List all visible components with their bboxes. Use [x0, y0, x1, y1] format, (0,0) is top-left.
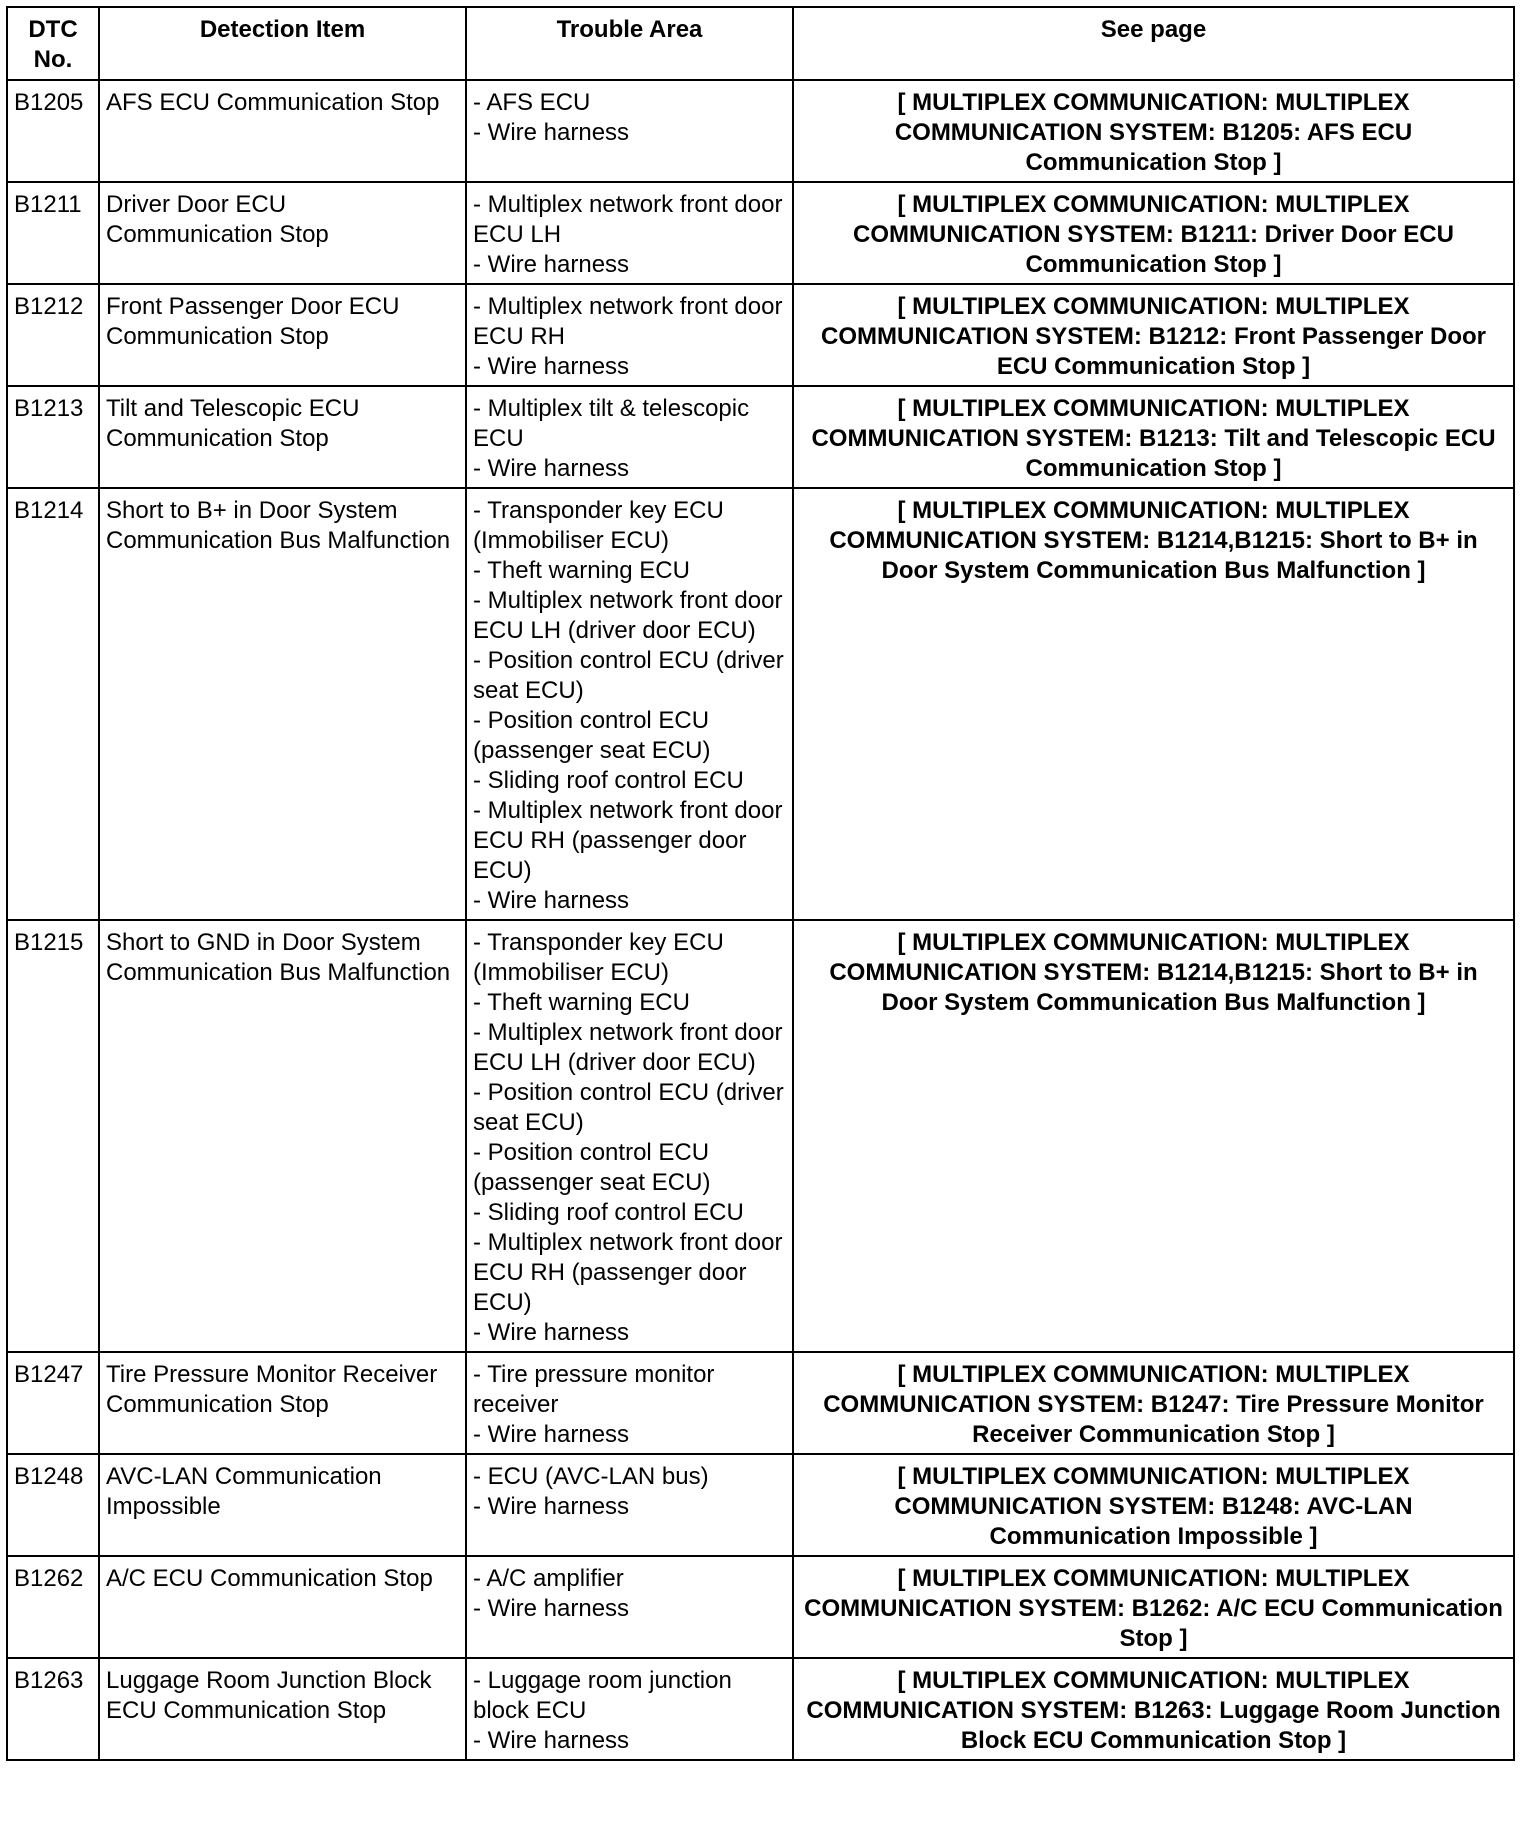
dtc-table-sheet	[6, 6, 1515, 1761]
trouble-area	[466, 80, 793, 182]
trouble-area	[466, 386, 793, 488]
dtc-code: B1247	[7, 1352, 99, 1454]
see-page-link[interactable]: [ MULTIPLEX COMMUNICATION: MULTIPLEX COMMUNICATION SYSTEM: B1262: A/C ECU Communication Stop ]	[793, 1556, 1514, 1658]
trouble-area	[466, 284, 793, 386]
table-row	[7, 284, 1514, 386]
see-page-link[interactable]: [ MULTIPLEX COMMUNICATION: MULTIPLEX COMMUNICATION SYSTEM: B1212: Front Passenger Door ECU Communication Stop ]	[793, 284, 1514, 386]
trouble-area-item: - AFS ECU	[473, 89, 591, 116]
trouble-area	[466, 920, 793, 1352]
trouble-area-item: - Transponder key ECU (Immobiliser ECU)	[473, 929, 724, 986]
header-trouble-area: Trouble Area	[466, 7, 793, 80]
trouble-area-item: - Wire harness	[473, 1319, 630, 1346]
header-dtc-no: DTC No.	[7, 7, 99, 80]
header-see-page: See page	[793, 7, 1514, 80]
detection-item: Tilt and Telescopic ECU Communication Stop	[99, 386, 466, 488]
trouble-area-item: - Luggage room junction block ECU	[473, 1667, 732, 1724]
dtc-code: B1248	[7, 1454, 99, 1556]
trouble-area-item: - Transponder key ECU (Immobiliser ECU)	[473, 497, 724, 554]
detection-item: Short to B+ in Door System Communication Bus Malfunction	[99, 488, 466, 920]
trouble-area-item: - Tire pressure monitor receiver	[473, 1361, 715, 1418]
trouble-area-item: - Position control ECU (driver seat ECU)	[473, 647, 784, 704]
detection-item: Luggage Room Junction Block ECU Communication Stop	[99, 1658, 466, 1760]
table-row	[7, 80, 1514, 182]
dtc-code: B1263	[7, 1658, 99, 1760]
detection-item: AVC-LAN Communication Impossible	[99, 1454, 466, 1556]
trouble-area-item: - Wire harness	[473, 353, 630, 380]
dtc-code: B1212	[7, 284, 99, 386]
table-row	[7, 1556, 1514, 1658]
dtc-code: B1213	[7, 386, 99, 488]
trouble-area-item: - Wire harness	[473, 1493, 630, 1520]
see-page-link[interactable]: [ MULTIPLEX COMMUNICATION: MULTIPLEX COMMUNICATION SYSTEM: B1248: AVC-LAN Communication Impossible ]	[793, 1454, 1514, 1556]
dtc-code: B1215	[7, 920, 99, 1352]
trouble-area-item: - Sliding roof control ECU	[473, 767, 744, 794]
trouble-area-item: - Wire harness	[473, 1595, 630, 1622]
trouble-area-item: - Position control ECU (passenger seat ECU)	[473, 707, 711, 764]
trouble-area	[466, 1454, 793, 1556]
dtc-table	[6, 6, 1515, 1761]
table-row	[7, 1658, 1514, 1760]
table-body	[7, 80, 1514, 1760]
trouble-area	[466, 488, 793, 920]
trouble-area-item: - Theft warning ECU	[473, 989, 690, 1016]
see-page-link[interactable]: [ MULTIPLEX COMMUNICATION: MULTIPLEX COMMUNICATION SYSTEM: B1214,B1215: Short to B+ in Door System Communication Bus Malfunction ]	[793, 920, 1514, 1352]
trouble-area-item: - Wire harness	[473, 251, 630, 278]
dtc-code: B1214	[7, 488, 99, 920]
trouble-area-item: - Multiplex network front door ECU LH	[473, 191, 783, 248]
trouble-area	[466, 1556, 793, 1658]
detection-item: Front Passenger Door ECU Communication Stop	[99, 284, 466, 386]
header-detection-item: Detection Item	[99, 7, 466, 80]
see-page-link[interactable]: [ MULTIPLEX COMMUNICATION: MULTIPLEX COMMUNICATION SYSTEM: B1214,B1215: Short to B+ in Door System Communication Bus Malfunction ]	[793, 488, 1514, 920]
header-row	[7, 7, 1514, 80]
see-page-link[interactable]: [ MULTIPLEX COMMUNICATION: MULTIPLEX COMMUNICATION SYSTEM: B1211: Driver Door ECU Communication Stop ]	[793, 182, 1514, 284]
see-page-link[interactable]: [ MULTIPLEX COMMUNICATION: MULTIPLEX COMMUNICATION SYSTEM: B1213: Tilt and Telescopic ECU Communication Stop ]	[793, 386, 1514, 488]
table-row	[7, 182, 1514, 284]
see-page-link[interactable]: [ MULTIPLEX COMMUNICATION: MULTIPLEX COMMUNICATION SYSTEM: B1263: Luggage Room Junction Block ECU Communication Stop ]	[793, 1658, 1514, 1760]
trouble-area-item: - Multiplex network front door ECU RH (passenger door ECU)	[473, 797, 783, 884]
trouble-area	[466, 1352, 793, 1454]
trouble-area-item: - Position control ECU (driver seat ECU)	[473, 1079, 784, 1136]
trouble-area-item: - Wire harness	[473, 455, 630, 482]
table-row	[7, 488, 1514, 920]
trouble-area-item: - Sliding roof control ECU	[473, 1199, 744, 1226]
table-row	[7, 1454, 1514, 1556]
trouble-area-item: - Multiplex tilt & telescopic ECU	[473, 395, 750, 452]
table-row	[7, 920, 1514, 1352]
trouble-area-item: - Multiplex network front door ECU LH (driver door ECU)	[473, 587, 783, 644]
dtc-code: B1205	[7, 80, 99, 182]
trouble-area-item: - Multiplex network front door ECU RH	[473, 293, 783, 350]
dtc-code: B1211	[7, 182, 99, 284]
trouble-area-item: - Wire harness	[473, 119, 630, 146]
detection-item: AFS ECU Communication Stop	[99, 80, 466, 182]
table-row	[7, 1352, 1514, 1454]
trouble-area-item: - Wire harness	[473, 1727, 630, 1754]
detection-item: Driver Door ECU Communication Stop	[99, 182, 466, 284]
trouble-area-item: - Multiplex network front door ECU LH (driver door ECU)	[473, 1019, 783, 1076]
see-page-link[interactable]: [ MULTIPLEX COMMUNICATION: MULTIPLEX COMMUNICATION SYSTEM: B1205: AFS ECU Communication Stop ]	[793, 80, 1514, 182]
dtc-code: B1262	[7, 1556, 99, 1658]
trouble-area	[466, 1658, 793, 1760]
table-row	[7, 386, 1514, 488]
trouble-area-item: - Wire harness	[473, 887, 630, 914]
trouble-area-item: - Wire harness	[473, 1421, 630, 1448]
trouble-area-item: - Theft warning ECU	[473, 557, 690, 584]
trouble-area-item: - Multiplex network front door ECU RH (passenger door ECU)	[473, 1229, 783, 1316]
detection-item: A/C ECU Communication Stop	[99, 1556, 466, 1658]
trouble-area-item: - Position control ECU (passenger seat ECU)	[473, 1139, 711, 1196]
see-page-link[interactable]: [ MULTIPLEX COMMUNICATION: MULTIPLEX COMMUNICATION SYSTEM: B1247: Tire Pressure Monitor Receiver Communication Stop ]	[793, 1352, 1514, 1454]
trouble-area-item: - A/C amplifier	[473, 1565, 624, 1592]
trouble-area-item: - ECU (AVC-LAN bus)	[473, 1463, 709, 1490]
detection-item: Tire Pressure Monitor Receiver Communication Stop	[99, 1352, 466, 1454]
detection-item: Short to GND in Door System Communication Bus Malfunction	[99, 920, 466, 1352]
trouble-area	[466, 182, 793, 284]
